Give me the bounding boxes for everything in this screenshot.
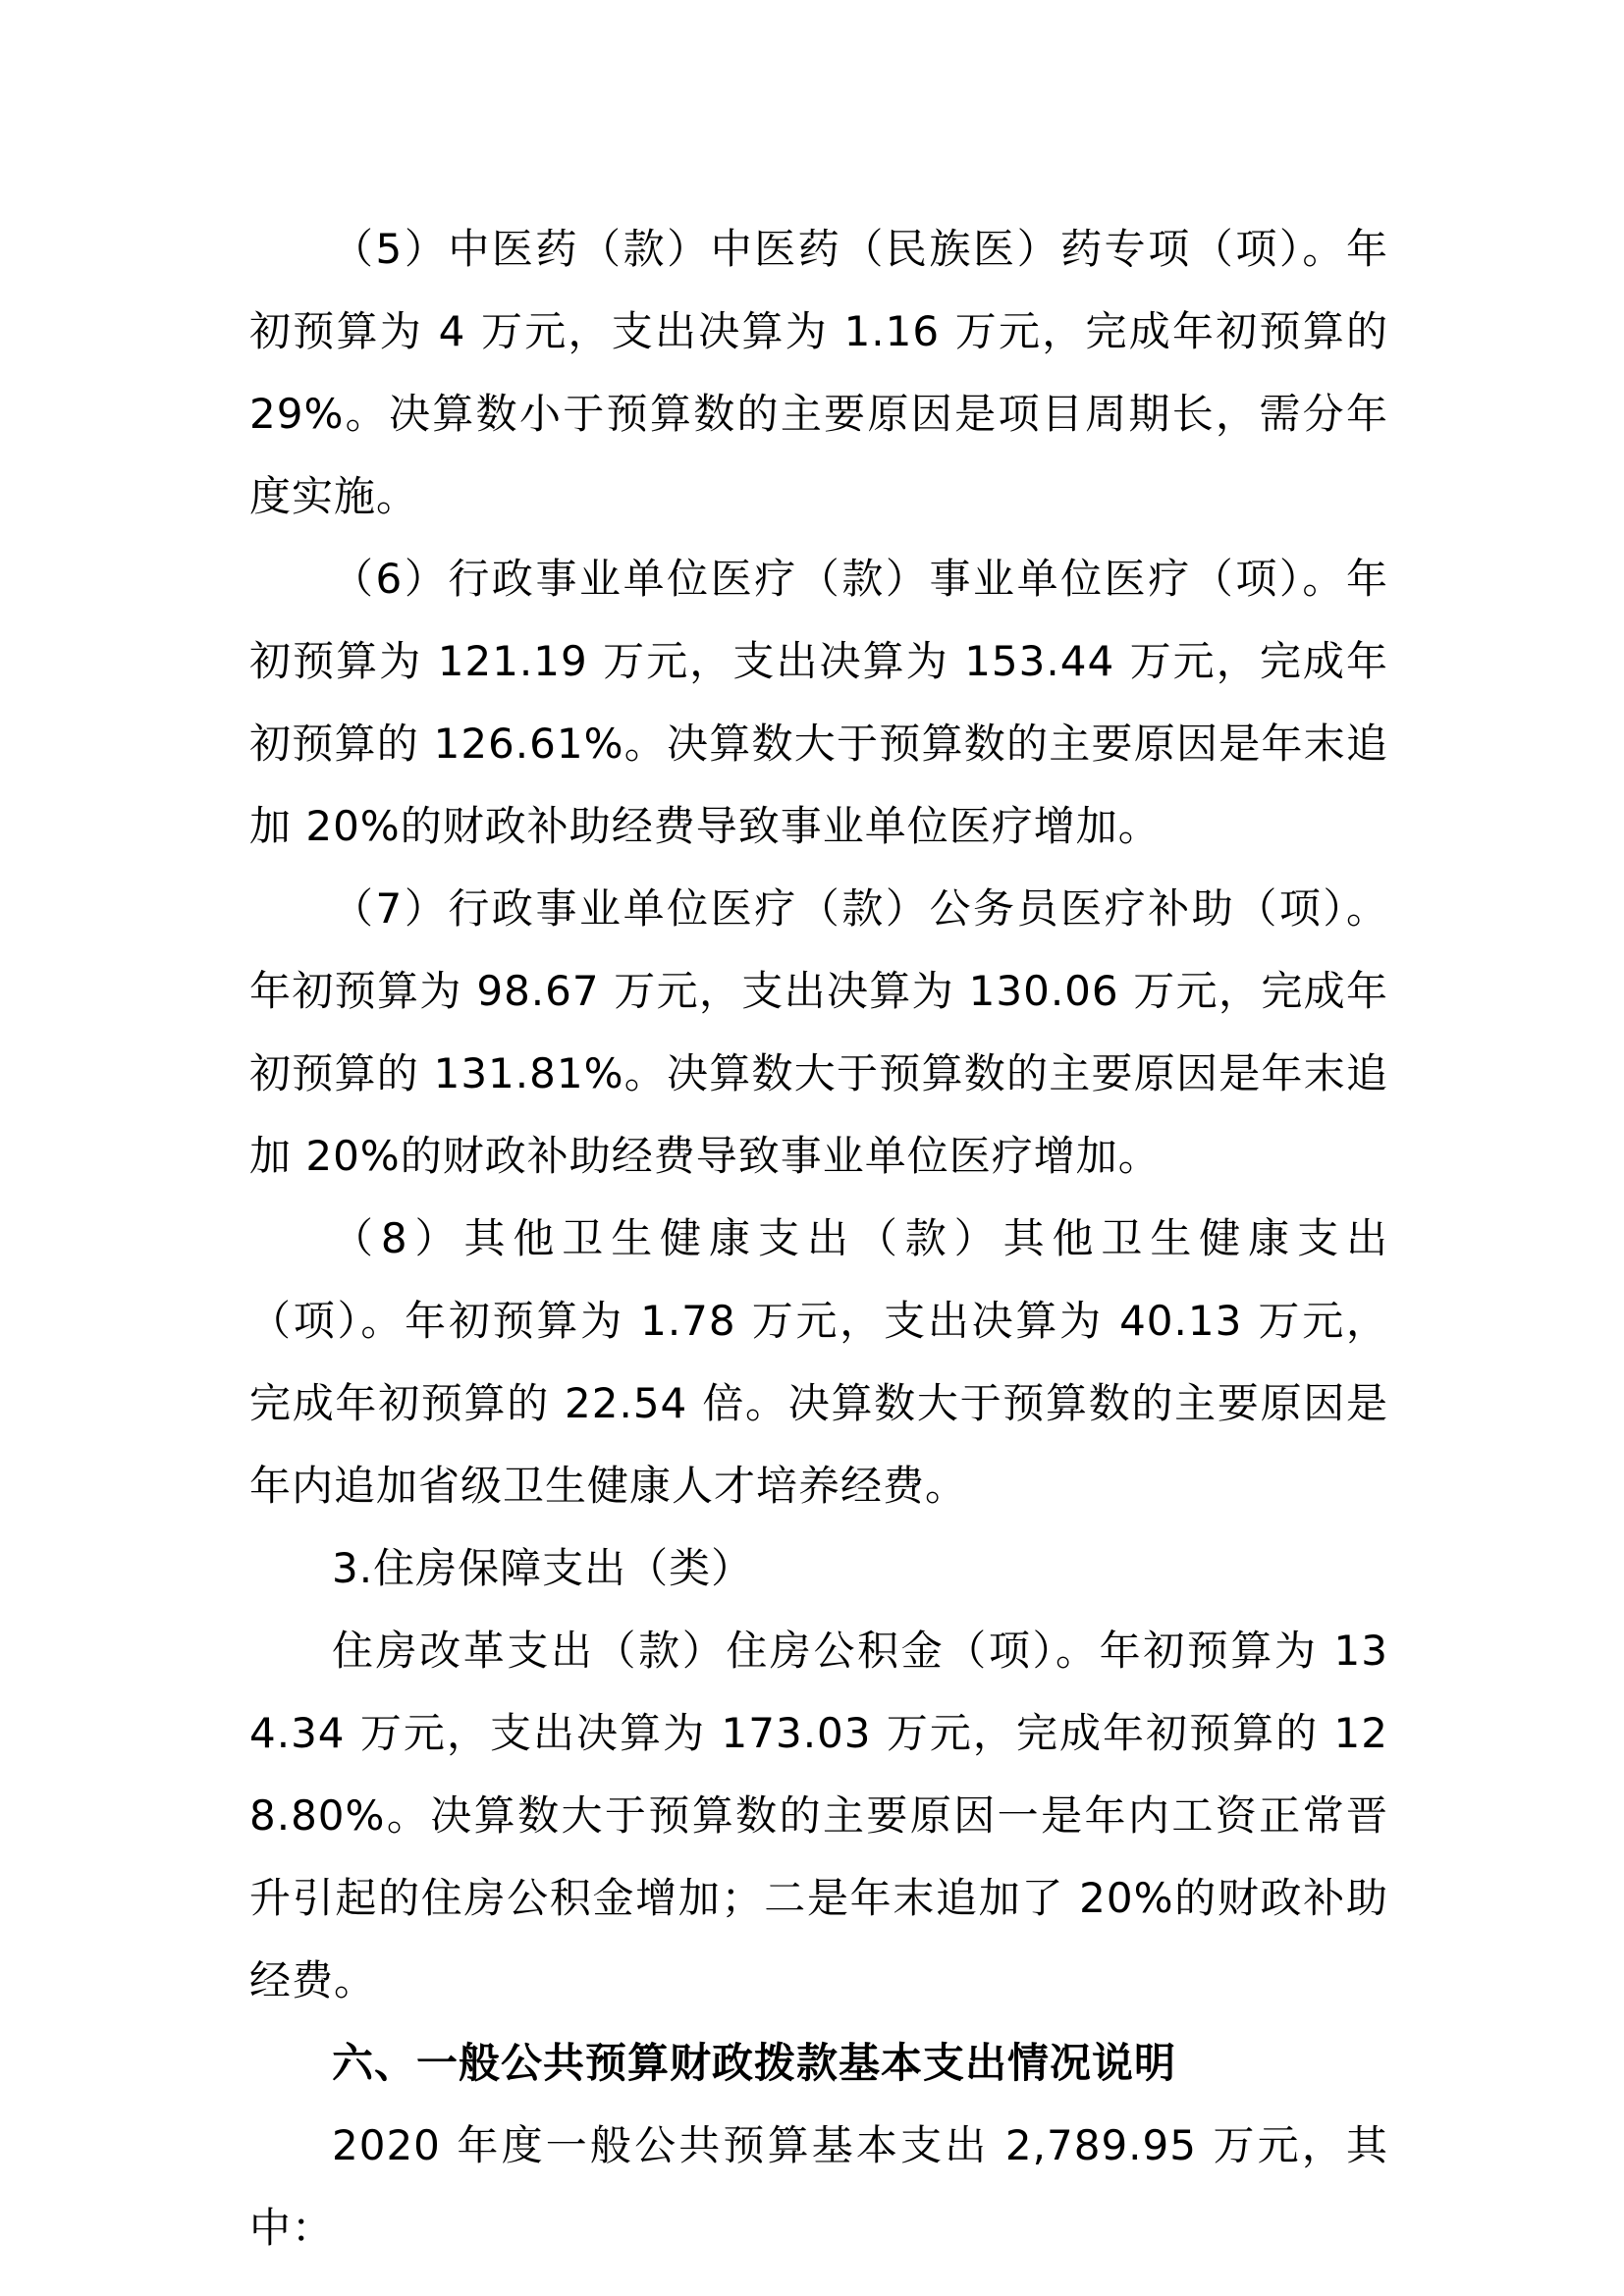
- paragraph-tcm-special: （5）中医药（款）中医药（民族医）药专项（项）。年初预算为 4 万元，支出决算为 1.16 万元，完成年初预算的 29%。决算数小于预算数的主要原因是项目周期长，需分年度实施。: [249, 225, 1388, 520]
- paragraph-institution-medical: （6）行政事业单位医疗（款）事业单位医疗（项）。年初预算为 121.19 万元，支出决算为 153.44 万元，完成年初预算的 126.61%。决算数大于预算数的主要原因是年末追加 20%的财政补助经费导致事业单位医疗增加。: [249, 555, 1388, 850]
- subheading-housing-expenditure: 3.住房保障支出（类）: [332, 1544, 754, 1592]
- paragraph-basic-expenditure: 2020 年度一般公共预算基本支出 2,789.95 万元，其中：: [249, 2121, 1388, 2252]
- paragraph-other-health: （8）其他卫生健康支出（款）其他卫生健康支出（项）。年初预算为 1.78 万元，支出决算为 40.13 万元，完成年初预算的 22.54 倍。决算数大于预算数的主要原因是年内追加省级卫生健康人才培养经费。: [249, 1214, 1388, 1510]
- paragraph-housing-fund: 住房改革支出（款）住房公积金（项）。年初预算为 134.34 万元，支出决算为 173.03 万元，完成年初预算的 128.80%。决算数大于预算数的主要原因一是年内工资正常晋升引起的住房公积金增加；二是年末追加了 20%的财政补助经费。: [249, 1627, 1388, 2004]
- paragraph-civil-servant-medical: （7）行政事业单位医疗（款）公务员医疗补助（项）。年初预算为 98.67 万元，支出决算为 130.06 万元，完成年初预算的 131.81%。决算数大于预算数的主要原因是年末追加 20%的财政补助经费导致事业单位医疗增加。: [249, 884, 1388, 1180]
- document-page: [249, 208, 1388, 2269]
- section-heading: 六、一般公共预算财政拨款基本支出情况说明: [332, 2039, 1177, 2087]
